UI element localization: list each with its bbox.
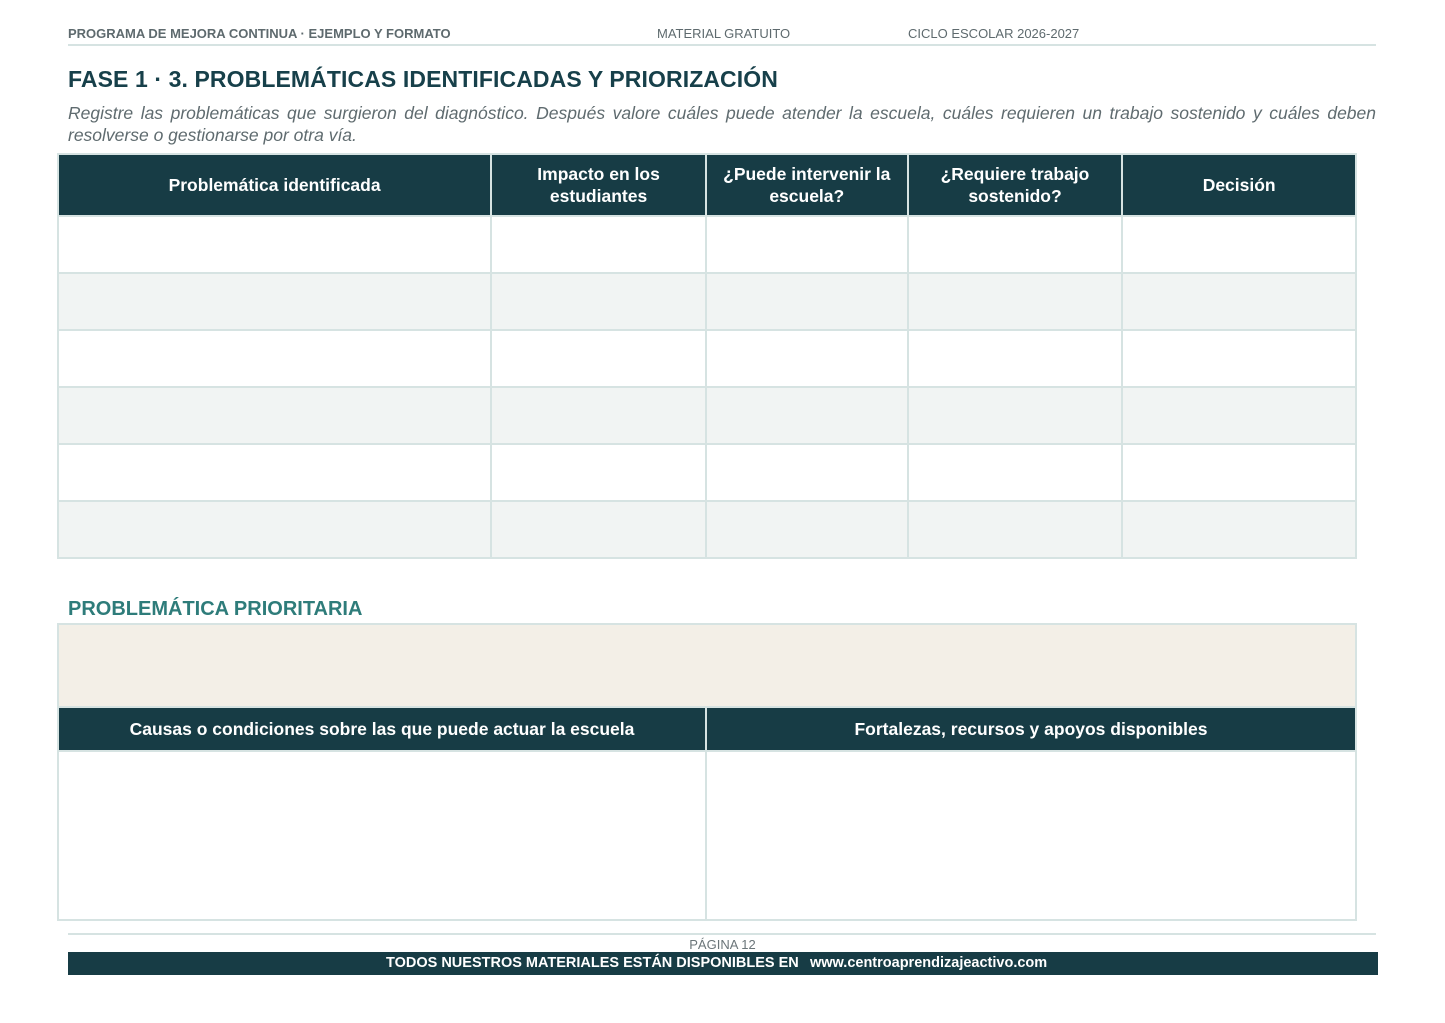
- table-cell[interactable]: [1122, 387, 1356, 444]
- table-cell[interactable]: [58, 501, 491, 558]
- table-cell[interactable]: [58, 444, 491, 501]
- table-cell[interactable]: [1122, 444, 1356, 501]
- causes-field[interactable]: [58, 751, 706, 920]
- material-label: MATERIAL GRATUITO: [657, 26, 791, 41]
- table-row: [58, 501, 1356, 558]
- priority-problem-field[interactable]: [57, 623, 1357, 709]
- priority-section-title: PROBLEMÁTICA PRIORITARIA: [68, 598, 363, 620]
- table-cell[interactable]: [706, 387, 908, 444]
- table-cell[interactable]: [908, 273, 1123, 330]
- column-header-problem: Problemática identificada: [58, 154, 491, 216]
- column-header-school-intervention: ¿Puede intervenir la escuela?: [706, 154, 908, 216]
- table-row: [58, 751, 1356, 920]
- column-header-impact: Impacto en los estudiantes: [491, 154, 706, 216]
- table-cell[interactable]: [706, 444, 908, 501]
- footer-divider: [68, 933, 1376, 935]
- footer-text: TODOS NUESTROS MATERIALES ESTÁN DISPONIBLES EN: [386, 955, 799, 971]
- table-cell[interactable]: [706, 216, 908, 273]
- causes-resources-table: [57, 706, 1357, 921]
- table-cell[interactable]: [908, 387, 1123, 444]
- column-header-causes: Causas o condiciones sobre las que puede actuar la escuela: [58, 707, 706, 751]
- table-cell[interactable]: [706, 501, 908, 558]
- table-cell[interactable]: [908, 501, 1123, 558]
- table-row: [58, 330, 1356, 387]
- page-number: PÁGINA 12: [689, 937, 756, 952]
- table-header-row: [58, 154, 1356, 216]
- table-row: [58, 273, 1356, 330]
- table-cell[interactable]: [1122, 501, 1356, 558]
- footer-website-link[interactable]: www.centroaprendizajeactivo.com: [810, 955, 1048, 971]
- table-cell[interactable]: [1122, 273, 1356, 330]
- table-cell[interactable]: [908, 216, 1123, 273]
- table-cell[interactable]: [58, 387, 491, 444]
- table-cell[interactable]: [706, 273, 908, 330]
- school-cycle: CICLO ESCOLAR 2026-2027: [908, 26, 1080, 41]
- table-row: [58, 216, 1356, 273]
- document-header: [68, 26, 1376, 46]
- table-cell[interactable]: [58, 216, 491, 273]
- table-cell[interactable]: [491, 444, 706, 501]
- table-cell[interactable]: [908, 330, 1123, 387]
- table-cell[interactable]: [1122, 330, 1356, 387]
- table-cell[interactable]: [491, 216, 706, 273]
- column-header-strengths: Fortalezas, recursos y apoyos disponibles: [706, 707, 1356, 751]
- table-header-row: [58, 707, 1356, 751]
- instructions-text: Registre las problemáticas que surgieron del diagnóstico. Después valore cuáles puede atender la escuela, cuáles requieren un trabajo sostenido y cuáles deben resolverse o gestionarse por otra vía.: [68, 103, 1376, 145]
- table-cell[interactable]: [706, 330, 908, 387]
- strengths-field[interactable]: [706, 751, 1356, 920]
- table-cell[interactable]: [908, 444, 1123, 501]
- table-cell[interactable]: [491, 273, 706, 330]
- table-row: [58, 387, 1356, 444]
- program-name: PROGRAMA DE MEJORA CONTINUA · EJEMPLO Y FORMATO: [68, 26, 451, 41]
- table-cell[interactable]: [58, 273, 491, 330]
- table-cell[interactable]: [491, 387, 706, 444]
- column-header-sustained-work: ¿Requiere trabajo sostenido?: [908, 154, 1123, 216]
- table-cell[interactable]: [491, 330, 706, 387]
- footer-banner: [68, 952, 1378, 975]
- column-header-decision: Decisión: [1122, 154, 1356, 216]
- table-cell[interactable]: [58, 330, 491, 387]
- page-title: FASE 1 · 3. PROBLEMÁTICAS IDENTIFICADAS Y PRIORIZACIÓN: [68, 66, 778, 92]
- table-cell[interactable]: [491, 501, 706, 558]
- problems-table: [57, 153, 1357, 559]
- table-row: [58, 444, 1356, 501]
- table-cell[interactable]: [1122, 216, 1356, 273]
